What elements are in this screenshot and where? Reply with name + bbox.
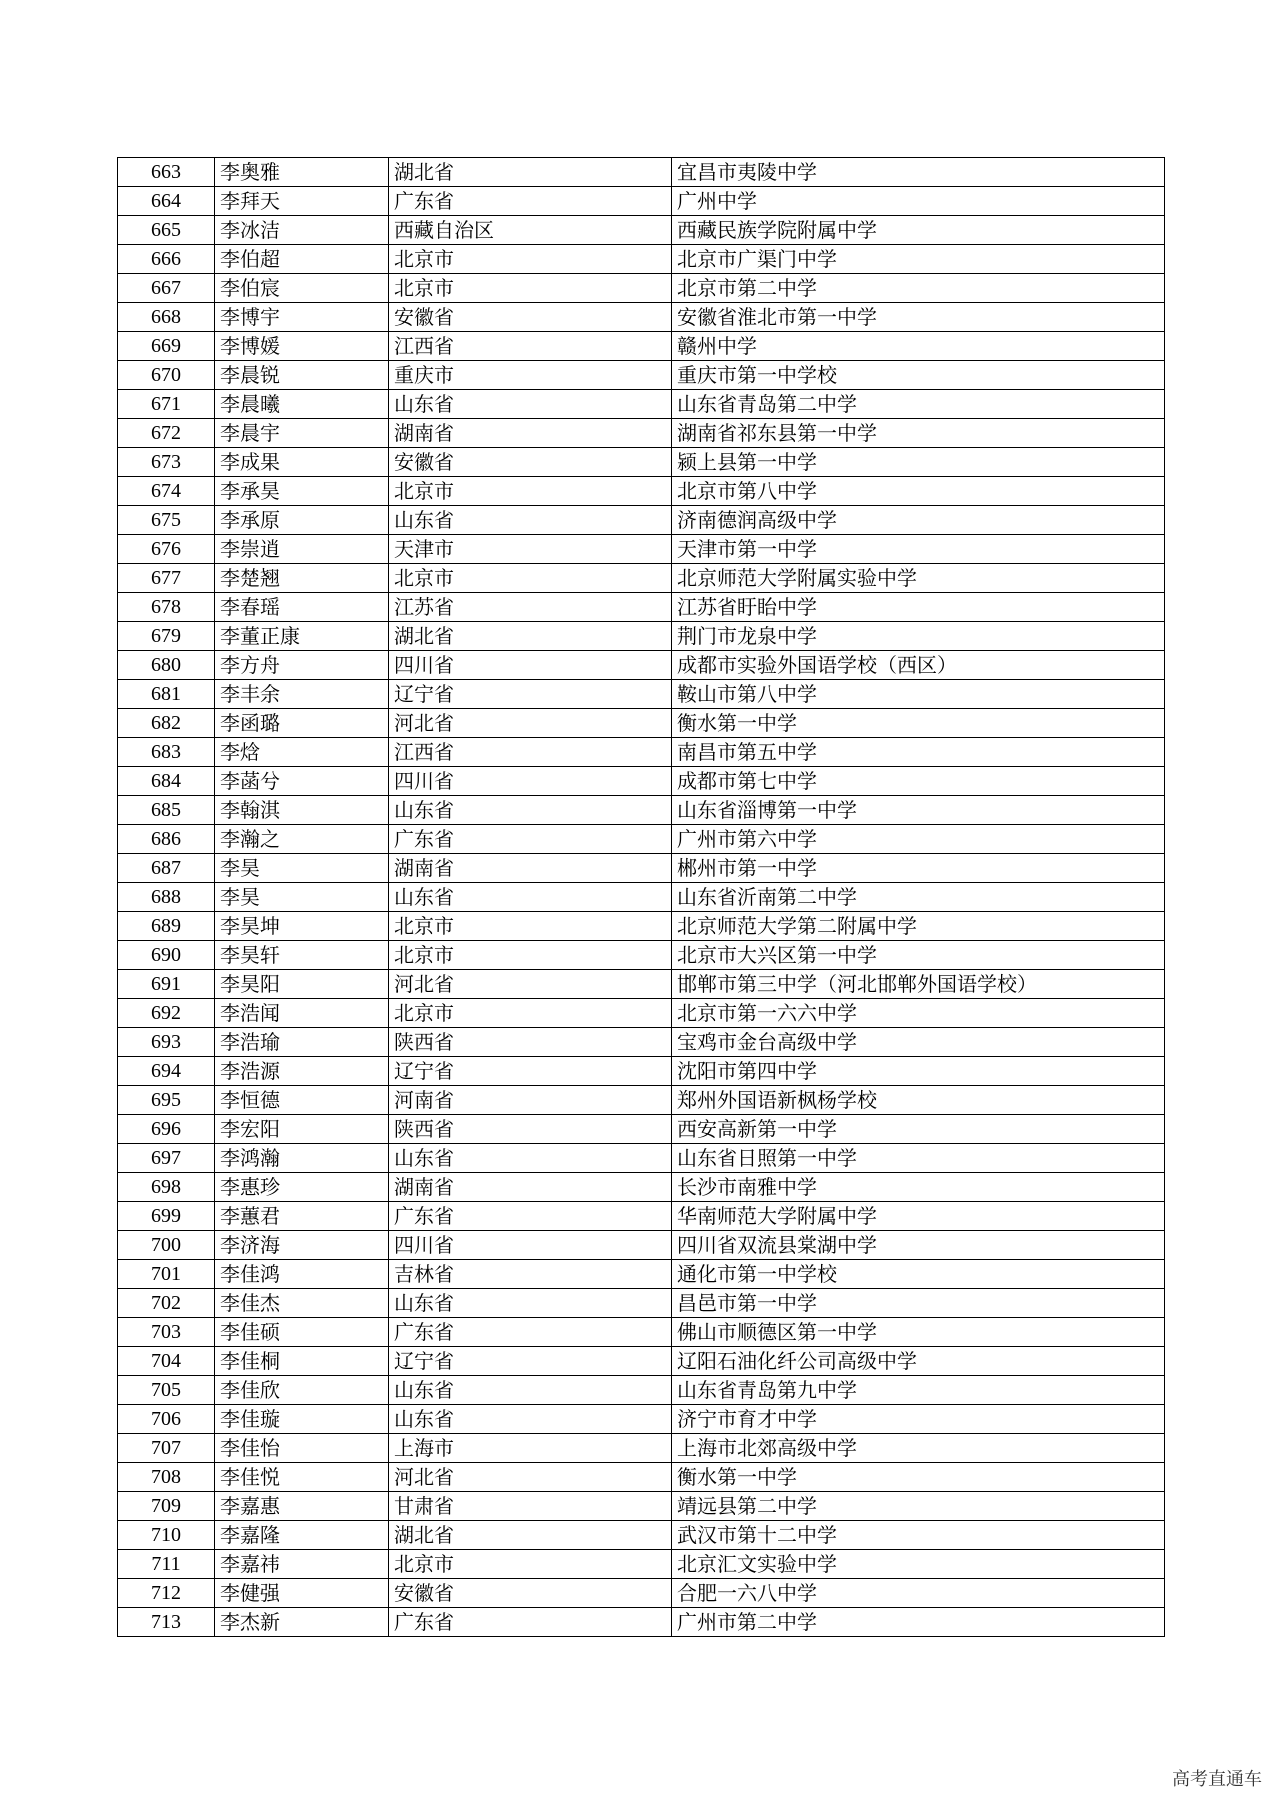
cell-school: 北京师范大学附属实验中学 [672, 564, 1165, 593]
cell-name: 李伯超 [215, 245, 389, 274]
cell-name: 李春瑶 [215, 593, 389, 622]
cell-number: 695 [118, 1086, 215, 1115]
cell-school: 赣州中学 [672, 332, 1165, 361]
cell-school: 上海市北郊高级中学 [672, 1434, 1165, 1463]
cell-province: 西藏自治区 [389, 216, 672, 245]
cell-school: 衡水第一中学 [672, 709, 1165, 738]
cell-school: 长沙市南雅中学 [672, 1173, 1165, 1202]
cell-province: 河北省 [389, 709, 672, 738]
cell-name: 李晨锐 [215, 361, 389, 390]
cell-province: 北京市 [389, 1550, 672, 1579]
cell-number: 689 [118, 912, 215, 941]
table-row [118, 970, 1165, 999]
cell-province: 广东省 [389, 825, 672, 854]
cell-name: 李董正康 [215, 622, 389, 651]
cell-name: 李昊轩 [215, 941, 389, 970]
cell-name: 李函璐 [215, 709, 389, 738]
cell-name: 李佳杰 [215, 1289, 389, 1318]
table-row [118, 1405, 1165, 1434]
cell-province: 北京市 [389, 941, 672, 970]
table-row [118, 1318, 1165, 1347]
cell-school: 广州中学 [672, 187, 1165, 216]
cell-name: 李蕙君 [215, 1202, 389, 1231]
cell-school: 江苏省盱眙中学 [672, 593, 1165, 622]
cell-number: 696 [118, 1115, 215, 1144]
cell-school: 荆门市龙泉中学 [672, 622, 1165, 651]
cell-province: 江苏省 [389, 593, 672, 622]
cell-school: 郑州外国语新枫杨学校 [672, 1086, 1165, 1115]
cell-number: 711 [118, 1550, 215, 1579]
table-row [118, 1608, 1165, 1637]
cell-name: 李成果 [215, 448, 389, 477]
cell-name: 李承昊 [215, 477, 389, 506]
cell-number: 691 [118, 970, 215, 999]
table-row [118, 825, 1165, 854]
cell-number: 693 [118, 1028, 215, 1057]
cell-school: 北京市第二中学 [672, 274, 1165, 303]
cell-number: 663 [118, 158, 215, 187]
cell-province: 北京市 [389, 999, 672, 1028]
cell-number: 707 [118, 1434, 215, 1463]
cell-school: 西藏民族学院附属中学 [672, 216, 1165, 245]
cell-name: 李伯宸 [215, 274, 389, 303]
cell-number: 668 [118, 303, 215, 332]
cell-school: 北京市大兴区第一中学 [672, 941, 1165, 970]
cell-number: 664 [118, 187, 215, 216]
cell-school: 山东省青岛第九中学 [672, 1376, 1165, 1405]
cell-number: 676 [118, 535, 215, 564]
table-row [118, 1057, 1165, 1086]
cell-school: 郴州市第一中学 [672, 854, 1165, 883]
cell-name: 李拜天 [215, 187, 389, 216]
cell-school: 山东省沂南第二中学 [672, 883, 1165, 912]
table-row [118, 941, 1165, 970]
cell-name: 李鸿瀚 [215, 1144, 389, 1173]
cell-number: 688 [118, 883, 215, 912]
cell-school: 北京师范大学第二附属中学 [672, 912, 1165, 941]
cell-name: 李昊 [215, 854, 389, 883]
cell-name: 李崇逍 [215, 535, 389, 564]
cell-name: 李楚翘 [215, 564, 389, 593]
cell-school: 山东省淄博第一中学 [672, 796, 1165, 825]
cell-province: 山东省 [389, 506, 672, 535]
cell-name: 李承原 [215, 506, 389, 535]
cell-name: 李嘉惠 [215, 1492, 389, 1521]
cell-number: 700 [118, 1231, 215, 1260]
cell-name: 李昊阳 [215, 970, 389, 999]
cell-name: 李佳桐 [215, 1347, 389, 1376]
cell-school: 武汉市第十二中学 [672, 1521, 1165, 1550]
table-row [118, 448, 1165, 477]
table-row [118, 912, 1165, 941]
cell-number: 697 [118, 1144, 215, 1173]
cell-number: 678 [118, 593, 215, 622]
cell-province: 北京市 [389, 274, 672, 303]
table-row [118, 361, 1165, 390]
cell-number: 667 [118, 274, 215, 303]
cell-school: 颍上县第一中学 [672, 448, 1165, 477]
cell-school: 合肥一六八中学 [672, 1579, 1165, 1608]
cell-school: 成都市第七中学 [672, 767, 1165, 796]
cell-number: 666 [118, 245, 215, 274]
table-row [118, 1463, 1165, 1492]
cell-school: 天津市第一中学 [672, 535, 1165, 564]
cell-province: 河北省 [389, 1463, 672, 1492]
cell-school: 成都市实验外国语学校（西区） [672, 651, 1165, 680]
cell-province: 辽宁省 [389, 1347, 672, 1376]
cell-number: 709 [118, 1492, 215, 1521]
cell-province: 上海市 [389, 1434, 672, 1463]
cell-name: 李佳璇 [215, 1405, 389, 1434]
cell-name: 李瀚之 [215, 825, 389, 854]
cell-province: 河北省 [389, 970, 672, 999]
cell-province: 四川省 [389, 1231, 672, 1260]
cell-name: 李佳硕 [215, 1318, 389, 1347]
cell-school: 济宁市育才中学 [672, 1405, 1165, 1434]
cell-province: 山东省 [389, 390, 672, 419]
watermark: 高考直通车 [1172, 1769, 1262, 1790]
table-row [118, 1289, 1165, 1318]
table-row [118, 1434, 1165, 1463]
cell-name: 李奥雅 [215, 158, 389, 187]
cell-number: 713 [118, 1608, 215, 1637]
cell-name: 李嘉祎 [215, 1550, 389, 1579]
cell-number: 687 [118, 854, 215, 883]
cell-name: 李方舟 [215, 651, 389, 680]
cell-school: 宜昌市夷陵中学 [672, 158, 1165, 187]
cell-school: 宝鸡市金台高级中学 [672, 1028, 1165, 1057]
cell-school: 昌邑市第一中学 [672, 1289, 1165, 1318]
cell-province: 广东省 [389, 187, 672, 216]
cell-number: 703 [118, 1318, 215, 1347]
cell-school: 湖南省祁东县第一中学 [672, 419, 1165, 448]
table-row [118, 709, 1165, 738]
cell-number: 690 [118, 941, 215, 970]
cell-province: 吉林省 [389, 1260, 672, 1289]
cell-number: 674 [118, 477, 215, 506]
table-row [118, 158, 1165, 187]
cell-province: 四川省 [389, 651, 672, 680]
cell-number: 671 [118, 390, 215, 419]
table-row [118, 477, 1165, 506]
cell-name: 李丰余 [215, 680, 389, 709]
cell-number: 681 [118, 680, 215, 709]
cell-province: 湖北省 [389, 622, 672, 651]
cell-number: 701 [118, 1260, 215, 1289]
cell-school: 北京汇文实验中学 [672, 1550, 1165, 1579]
cell-school: 邯郸市第三中学（河北邯郸外国语学校） [672, 970, 1165, 999]
table-row [118, 1173, 1165, 1202]
cell-school: 北京市广渠门中学 [672, 245, 1165, 274]
cell-number: 679 [118, 622, 215, 651]
cell-number: 710 [118, 1521, 215, 1550]
cell-number: 685 [118, 796, 215, 825]
cell-name: 李浩源 [215, 1057, 389, 1086]
table-row [118, 767, 1165, 796]
table-row [118, 506, 1165, 535]
table-row [118, 216, 1165, 245]
table-row [118, 390, 1165, 419]
cell-name: 李宏阳 [215, 1115, 389, 1144]
table-row [118, 883, 1165, 912]
cell-province: 四川省 [389, 767, 672, 796]
cell-name: 李济海 [215, 1231, 389, 1260]
cell-province: 江西省 [389, 332, 672, 361]
cell-number: 704 [118, 1347, 215, 1376]
cell-school: 沈阳市第四中学 [672, 1057, 1165, 1086]
cell-school: 四川省双流县棠湖中学 [672, 1231, 1165, 1260]
cell-school: 西安高新第一中学 [672, 1115, 1165, 1144]
cell-province: 湖北省 [389, 158, 672, 187]
cell-school: 靖远县第二中学 [672, 1492, 1165, 1521]
cell-school: 山东省青岛第二中学 [672, 390, 1165, 419]
cell-number: 673 [118, 448, 215, 477]
cell-province: 重庆市 [389, 361, 672, 390]
cell-province: 广东省 [389, 1318, 672, 1347]
cell-number: 669 [118, 332, 215, 361]
cell-number: 665 [118, 216, 215, 245]
cell-name: 李焓 [215, 738, 389, 767]
cell-school: 通化市第一中学校 [672, 1260, 1165, 1289]
cell-name: 李晨曦 [215, 390, 389, 419]
cell-name: 李杰新 [215, 1608, 389, 1637]
cell-province: 北京市 [389, 477, 672, 506]
cell-school: 重庆市第一中学校 [672, 361, 1165, 390]
cell-name: 李翰淇 [215, 796, 389, 825]
table-row [118, 680, 1165, 709]
cell-province: 安徽省 [389, 303, 672, 332]
table-row [118, 1550, 1165, 1579]
roster-body [118, 158, 1165, 1637]
cell-school: 鞍山市第八中学 [672, 680, 1165, 709]
cell-number: 706 [118, 1405, 215, 1434]
table-row [118, 1260, 1165, 1289]
cell-name: 李健强 [215, 1579, 389, 1608]
table-row [118, 651, 1165, 680]
cell-school: 华南师范大学附属中学 [672, 1202, 1165, 1231]
table-row [118, 187, 1165, 216]
cell-province: 北京市 [389, 245, 672, 274]
cell-name: 李昊 [215, 883, 389, 912]
table-row [118, 999, 1165, 1028]
cell-province: 北京市 [389, 912, 672, 941]
table-row [118, 738, 1165, 767]
table-row [118, 1492, 1165, 1521]
cell-number: 680 [118, 651, 215, 680]
cell-province: 江西省 [389, 738, 672, 767]
cell-school: 安徽省淮北市第一中学 [672, 303, 1165, 332]
table-row [118, 245, 1165, 274]
cell-province: 山东省 [389, 883, 672, 912]
table-row [118, 564, 1165, 593]
table-row [118, 1028, 1165, 1057]
cell-name: 李嘉隆 [215, 1521, 389, 1550]
cell-province: 安徽省 [389, 448, 672, 477]
cell-province: 湖北省 [389, 1521, 672, 1550]
cell-name: 李博媛 [215, 332, 389, 361]
table-row [118, 1376, 1165, 1405]
table-row [118, 1144, 1165, 1173]
cell-number: 682 [118, 709, 215, 738]
table-row [118, 593, 1165, 622]
table-row [118, 535, 1165, 564]
cell-number: 692 [118, 999, 215, 1028]
cell-province: 辽宁省 [389, 1057, 672, 1086]
cell-number: 694 [118, 1057, 215, 1086]
cell-number: 702 [118, 1289, 215, 1318]
cell-province: 辽宁省 [389, 680, 672, 709]
cell-province: 山东省 [389, 1376, 672, 1405]
table-row [118, 1115, 1165, 1144]
cell-province: 陕西省 [389, 1115, 672, 1144]
cell-school: 北京市第一六六中学 [672, 999, 1165, 1028]
table-row [118, 1202, 1165, 1231]
cell-school: 佛山市顺德区第一中学 [672, 1318, 1165, 1347]
table-row [118, 854, 1165, 883]
cell-province: 湖南省 [389, 1173, 672, 1202]
table-row [118, 1231, 1165, 1260]
cell-province: 湖南省 [389, 854, 672, 883]
table-row [118, 1579, 1165, 1608]
table-row [118, 419, 1165, 448]
cell-province: 河南省 [389, 1086, 672, 1115]
table-row [118, 1086, 1165, 1115]
cell-name: 李浩瑜 [215, 1028, 389, 1057]
cell-number: 686 [118, 825, 215, 854]
cell-province: 北京市 [389, 564, 672, 593]
cell-number: 698 [118, 1173, 215, 1202]
cell-name: 李佳鸿 [215, 1260, 389, 1289]
cell-name: 李浩闻 [215, 999, 389, 1028]
table-row [118, 1521, 1165, 1550]
cell-name: 李佳悦 [215, 1463, 389, 1492]
cell-province: 广东省 [389, 1202, 672, 1231]
cell-province: 甘肃省 [389, 1492, 672, 1521]
cell-province: 天津市 [389, 535, 672, 564]
cell-number: 670 [118, 361, 215, 390]
cell-number: 683 [118, 738, 215, 767]
cell-province: 广东省 [389, 1608, 672, 1637]
cell-school: 辽阳石油化纤公司高级中学 [672, 1347, 1165, 1376]
table-row [118, 1347, 1165, 1376]
cell-name: 李惠珍 [215, 1173, 389, 1202]
cell-name: 李菡兮 [215, 767, 389, 796]
cell-province: 山东省 [389, 1405, 672, 1434]
cell-number: 684 [118, 767, 215, 796]
cell-number: 699 [118, 1202, 215, 1231]
cell-name: 李佳怡 [215, 1434, 389, 1463]
cell-name: 李昊坤 [215, 912, 389, 941]
cell-school: 南昌市第五中学 [672, 738, 1165, 767]
table-row [118, 274, 1165, 303]
cell-school: 广州市第二中学 [672, 1608, 1165, 1637]
cell-province: 山东省 [389, 1289, 672, 1318]
cell-name: 李佳欣 [215, 1376, 389, 1405]
table-row [118, 332, 1165, 361]
cell-province: 山东省 [389, 1144, 672, 1173]
cell-name: 李恒德 [215, 1086, 389, 1115]
cell-number: 677 [118, 564, 215, 593]
cell-number: 675 [118, 506, 215, 535]
cell-province: 陕西省 [389, 1028, 672, 1057]
cell-school: 山东省日照第一中学 [672, 1144, 1165, 1173]
table-row [118, 796, 1165, 825]
cell-name: 李博宇 [215, 303, 389, 332]
roster-table [117, 157, 1165, 1637]
cell-province: 山东省 [389, 796, 672, 825]
cell-province: 安徽省 [389, 1579, 672, 1608]
cell-number: 708 [118, 1463, 215, 1492]
cell-school: 衡水第一中学 [672, 1463, 1165, 1492]
cell-province: 湖南省 [389, 419, 672, 448]
table-row [118, 303, 1165, 332]
cell-number: 672 [118, 419, 215, 448]
cell-school: 济南德润高级中学 [672, 506, 1165, 535]
cell-school: 广州市第六中学 [672, 825, 1165, 854]
cell-name: 李晨宇 [215, 419, 389, 448]
cell-name: 李冰洁 [215, 216, 389, 245]
cell-school: 北京市第八中学 [672, 477, 1165, 506]
cell-number: 705 [118, 1376, 215, 1405]
cell-number: 712 [118, 1579, 215, 1608]
table-row [118, 622, 1165, 651]
